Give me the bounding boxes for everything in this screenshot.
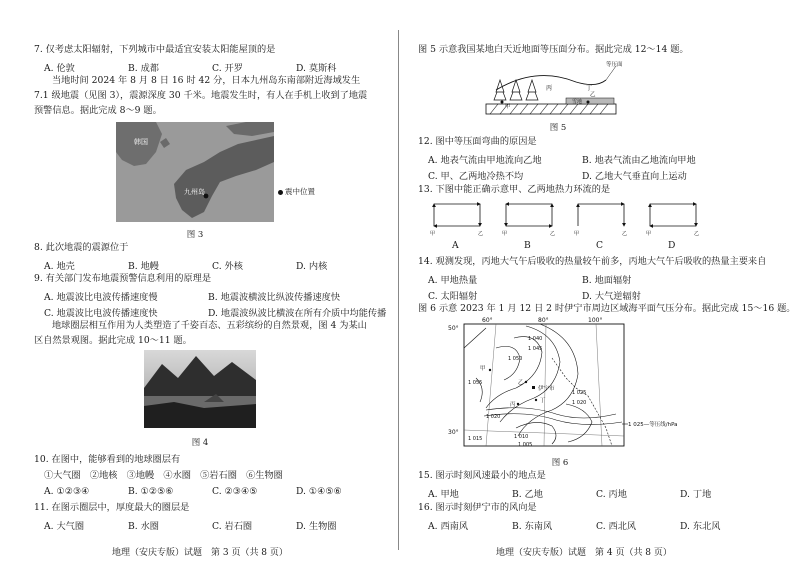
iso-label-1: 1 040 xyxy=(528,336,543,342)
q8-option-b: B. 地幔 xyxy=(128,261,159,272)
fig6-point-bing: 丙 xyxy=(510,402,516,408)
intro-15-16: 图 6 示意 2023 年 1 月 12 日 2 时伊宁市周边区域海平面气压分布。据此完成 15～16 题。 xyxy=(418,303,796,314)
q7-option-b: B. 成都 xyxy=(128,63,159,74)
q9-option-d: D. 地震波纵波比横波在所有介质中均能传播 xyxy=(208,308,387,319)
q10-option-a: A. ①②③④ xyxy=(44,486,90,497)
iso-label-8: 1 005 xyxy=(518,442,533,448)
fig6-point-jia: 甲 xyxy=(480,366,486,372)
q10-option-c: C. ②③④⑤ xyxy=(212,486,258,497)
fig6-point-ding: 丁 xyxy=(540,398,546,404)
q16-option-a: A. 西南风 xyxy=(428,521,469,532)
q12-option-c: C. 甲、乙两地冷热不均 xyxy=(428,171,524,182)
q14-stem: 14. 观测发现，丙地大气午后吸收的热量较午前多，丙地大气午后吸收的热量主要来自 xyxy=(418,256,767,267)
q10-stem: 10. 在图中，能够看到的地球圈层有 xyxy=(34,454,181,465)
q13-c-yi: 乙 xyxy=(622,231,628,237)
fig6-lat-30: 30° xyxy=(448,429,459,436)
figure-3-map xyxy=(116,122,274,222)
q8-stem: 8. 此次地震的震源位于 xyxy=(34,242,129,253)
figure-4-photo xyxy=(144,350,256,428)
q12-option-a: A. 地表气流由甲地流向乙地 xyxy=(428,155,542,166)
intro-10-11: 地球圈层相互作用为人类塑造了千姿百态、五彩缤纷的自然景观，图 4 为某山区自然景观图。据此完成 10～11 题。 xyxy=(34,320,367,346)
iso-label-3: 1 050 xyxy=(508,356,523,362)
fig6-lon-80: 80° xyxy=(538,317,549,324)
fig3-label-kyushu: 九州岛 xyxy=(184,188,205,196)
q7-option-d: D. 莫斯科 xyxy=(296,63,337,74)
figure-4-svg xyxy=(144,350,256,428)
q14-option-a: A. 甲地热量 xyxy=(428,275,478,286)
q16-stem: 16. 图示时刻伊宁市的风向是 xyxy=(418,502,537,513)
iso-label-7: 1 010 xyxy=(514,434,529,440)
q16-option-c: C. 西北风 xyxy=(596,521,637,532)
q11-stem: 11. 在图示圈层中，厚度最大的圈层是 xyxy=(34,502,190,513)
q13-a-yi: 乙 xyxy=(478,231,484,237)
fig5-label-snow: 雪地 xyxy=(572,99,583,105)
q9-option-b: B. 地震波横波比纵波传播速度快 xyxy=(208,292,341,303)
fig6-lon-60: 60° xyxy=(482,317,493,324)
fig5-label-isobar: 等压面 xyxy=(606,62,623,68)
q12-option-d: D. 乙地大气垂直向上运动 xyxy=(582,171,687,182)
q16-option-b: B. 东南风 xyxy=(512,521,553,532)
fig6-lat-50: 50° xyxy=(448,325,459,332)
q14-option-c: C. 太阳辐射 xyxy=(428,291,478,302)
fig5-label-jia: 甲 xyxy=(505,104,511,110)
fig6-point-yi: 乙 xyxy=(518,380,524,386)
q15-option-a: A. 甲地 xyxy=(428,489,459,500)
fig6-city: 伊宁市 xyxy=(538,386,555,392)
q7-stem: 7. 仅考虑太阳辐射，下列城市中最适宜安装太阳能屋顶的是 xyxy=(34,44,276,55)
left-footer: 地理（安庆专版）试题 第 3 页（共 8 页） xyxy=(112,548,288,558)
q13-option-b: B xyxy=(524,240,531,251)
q13-b-jia: 甲 xyxy=(502,231,508,237)
q13-diagrams xyxy=(428,198,728,238)
q12-stem: 12. 图中等压面弯曲的原因是 xyxy=(418,136,537,147)
q11-option-d: D. 生物圈 xyxy=(296,521,337,532)
q7-option-c: C. 开罗 xyxy=(212,63,243,74)
fig5-label-ding: 丁 xyxy=(586,85,593,92)
q11-option-c: C. 岩石圈 xyxy=(212,521,253,532)
iso-label-6: 1 020 xyxy=(572,400,587,406)
figure-6-map xyxy=(448,317,706,453)
q9-option-a: A. 地震波比电波传播速度慢 xyxy=(44,292,158,303)
q11-option-b: B. 水圈 xyxy=(128,521,159,532)
q8-option-c: C. 外核 xyxy=(212,261,243,272)
iso-label-2: 1 045 xyxy=(528,346,543,352)
fig6-caption: 图 6 xyxy=(551,458,569,468)
fig6-legend: 1 025—等压线/hPa xyxy=(628,422,678,428)
q9-stem: 9. 有关部门发布地震预警信息利用的原理是 xyxy=(34,273,212,284)
q13-a-jia: 甲 xyxy=(430,231,436,237)
q14-option-d: D. 大气逆辐射 xyxy=(582,291,641,302)
q10-option-b: B. ①②⑤⑥ xyxy=(128,486,174,497)
fig6-lon-100: 100° xyxy=(588,317,603,324)
q8-option-a: A. 地壳 xyxy=(44,261,75,272)
fig3-legend: 震中位置 xyxy=(278,186,315,198)
q13-d-jia: 甲 xyxy=(646,231,652,237)
iso-label-4: 1 055 xyxy=(468,380,483,386)
figure-5 xyxy=(486,60,632,118)
q13-option-c: C xyxy=(596,240,604,251)
q7-option-a: A. 伦敦 xyxy=(44,63,75,74)
fig5-label-yi: 乙 xyxy=(590,92,596,98)
iso-label-10: 1 020 xyxy=(486,414,501,420)
fig4-caption: 图 4 xyxy=(191,438,209,448)
fig3-caption: 图 3 xyxy=(186,230,204,240)
q14-option-b: B. 地面辐射 xyxy=(582,275,632,286)
intro-12-14: 图 5 示意我国某地白天近地面等压面分布。据此完成 12～14 题。 xyxy=(418,44,689,55)
q9-option-c: C. 地震波比电波传播速度快 xyxy=(44,308,158,319)
figure-3-svg xyxy=(116,122,274,222)
q15-option-d: D. 丁地 xyxy=(680,489,712,500)
q15-option-c: C. 丙地 xyxy=(596,489,627,500)
right-footer: 地理（安庆专版）试题 第 4 页（共 8 页） xyxy=(496,548,672,558)
q13-stem: 13. 下图中能正确示意甲、乙两地热力环流的是 xyxy=(418,184,611,195)
q8-option-d: D. 内核 xyxy=(296,261,328,272)
q13-c-jia: 甲 xyxy=(574,231,580,237)
q11-option-a: A. 大气圈 xyxy=(44,521,85,532)
fig5-label-bing: 丙 xyxy=(546,85,553,92)
q12-option-b: B. 地表气流由乙地流向甲地 xyxy=(582,155,696,166)
q13-d-yi: 乙 xyxy=(694,231,700,237)
iso-label-5: 1 025 xyxy=(572,390,587,396)
legend-dot-icon xyxy=(278,190,283,195)
q10-items: ①大气圈 ②地核 ③地幔 ④水圈 ⑤岩石圈 ⑥生物圈 xyxy=(44,470,283,481)
fig5-caption: 图 5 xyxy=(549,123,567,133)
iso-label-9: 1 015 xyxy=(468,436,483,442)
right-page xyxy=(400,0,800,579)
city-marker xyxy=(532,386,535,389)
fig3-label-korea: 韩国 xyxy=(134,138,148,146)
q16-option-d: D. 东北风 xyxy=(680,521,721,532)
q15-stem: 15. 图示时刻风速最小的地点是 xyxy=(418,470,546,481)
q13-b-yi: 乙 xyxy=(550,231,556,237)
q13-option-d: D xyxy=(668,240,676,251)
q10-option-d: D. ①④⑤⑥ xyxy=(296,486,342,497)
q15-option-b: B. 乙地 xyxy=(512,489,543,500)
intro-8-9: 当地时间 2024 年 8 月 8 日 16 时 42 分，日本九州岛东南部附近海域发生 7.1 级地震（见图 3），震源深度 30 千米。地震发生时，有人在手机上收到了地震预警信息。据此完成 8～9 题。 xyxy=(34,75,368,116)
q13-option-a: A xyxy=(452,240,459,251)
figure-5-svg xyxy=(486,60,632,118)
